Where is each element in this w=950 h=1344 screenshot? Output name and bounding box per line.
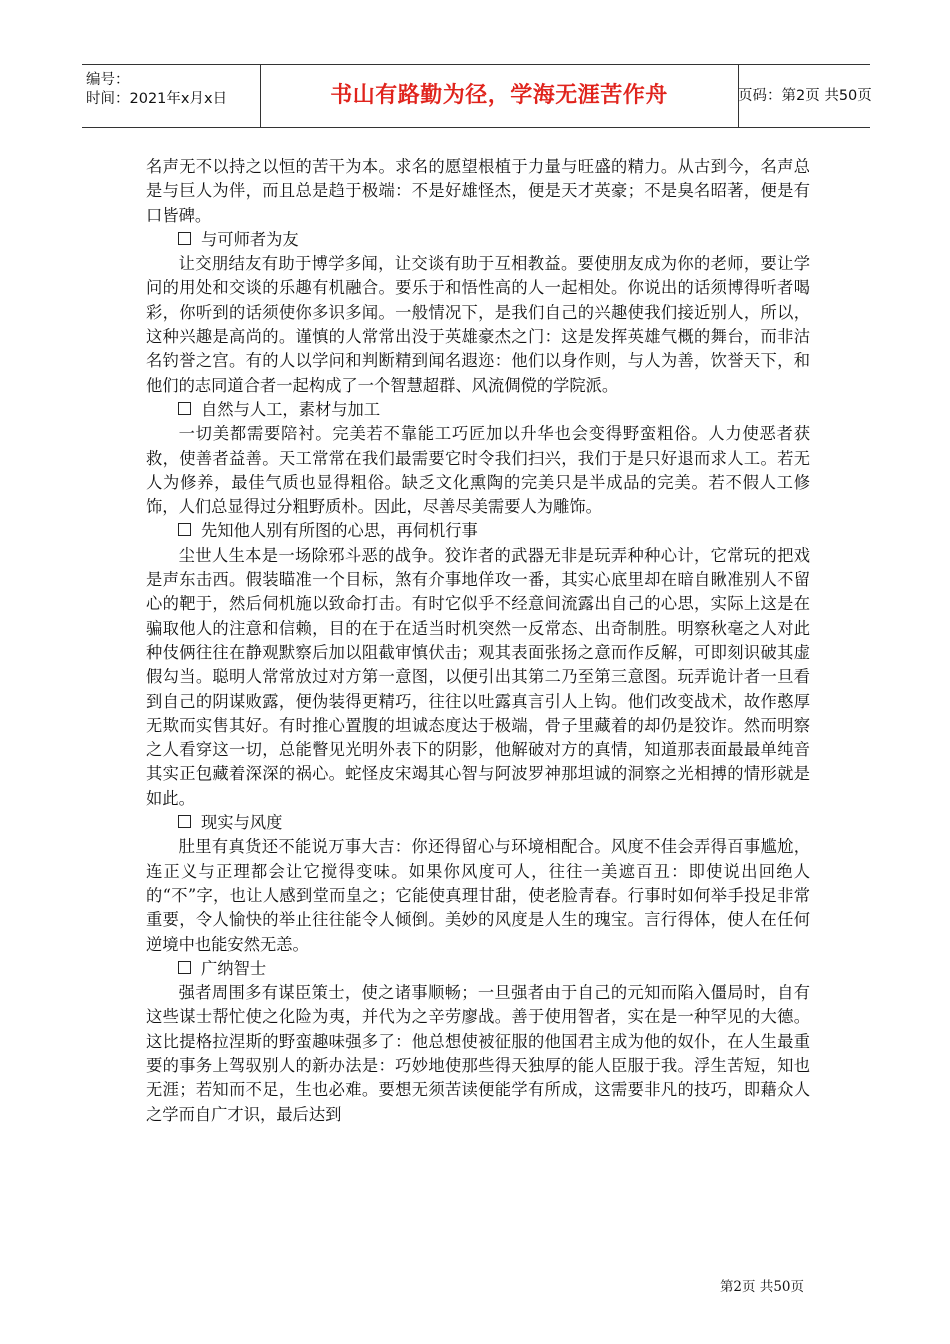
section-heading	[146, 957, 810, 981]
section-heading	[146, 398, 810, 422]
checkbox-square-icon	[178, 232, 191, 245]
body-paragraph: 肚里有真货还不能说万事大吉：你还得留心与环境相配合。风度不佳会弄得百事尴尬，连正义与正理都会让它搅得变味。如果你风度可人，往往一美遮百丑：即使说出回绝人的“不”字，也让人感到堂而皇之；它能使真理甘甜，使老脸青春。行事时如何举手投足非常重要，令人愉快的举止往往能令人倾倒。美妙的风度是人生的瑰宝。言行得体，使人在任何逆境中也能安然无恙。	[146, 837, 810, 954]
checkbox-square-icon	[178, 961, 191, 974]
section-heading-text: 先知他人别有所图的心思，再伺机行事	[201, 521, 478, 541]
body-paragraph: 一切美都需要陪衬。完美若不靠能工巧匠加以升华也会变得野蛮粗俗。人力使恶者获救，使善者益善。天工常常在我们最需要它时令我们扫兴，我们于是只好退而求人工。若无人为修养，最佳气质也显得粗俗。缺乏文化熏陶的完美只是半成品的完美。若不假人工修饰，人们总显得过分粗野质朴。因此，尽善尽美需要人为雕饰。	[146, 424, 810, 517]
checkbox-square-icon	[178, 523, 191, 536]
section-heading-text: 广纳智士	[201, 958, 267, 978]
header-motto: 书山有路勤为径，学海无涯苦作舟	[260, 65, 739, 127]
section-heading-text: 自然与人工，素材与加工	[201, 399, 381, 419]
body-paragraph: 尘世人生本是一场除邪斗恶的战争。狡诈者的武器无非是玩弄种种心计，它常玩的把戏是声东击西。假装瞄准一个目标，煞有介事地佯攻一番，其实心底里却在暗自瞅准别人不留心的靶于，然后伺机施以致命打击。有时它似乎不经意间流露出自己的心思，实际上这是在骗取他人的注意和信赖，目的在于在适当时机突然一反常态、出奇制胜。明察秋毫之人对此种伎俩往往在静观默察后加以阻截审慎伏击；观其表面张扬之意而作反解，可即刻识破其虚假勾当。聪明人常常放过对方第一意图，以便引出其第二乃至第三意图。玩弄诡计者一旦看到自己的阴谋败露，便伪装得更精巧，往往以吐露真言引人上钩。他们改变战术，故作憨厚无欺而实售其好。有时推心置腹的坦诚态度达于极端，骨子里藏着的却仍是狡诈。然而明察之人看穿这一切，总能瞥见光明外表下的阴影，他解破对方的真情，知道那表面最最单纯音其实正包藏着深深的祸心。蛇怪皮宋竭其心智与阿波罗神那坦诚的洞察之光相搏的情形就是如此。	[146, 545, 810, 808]
section-heading	[146, 811, 810, 835]
body-paragraph: 让交朋结友有助于博学多闻，让交谈有助于互相教益。要使朋友成为你的老师，要让学问的用处和交谈的乐趣有机融合。要乐于和悟性高的人一起相处。你说出的话须博得听者喝彩，你听到的话须使你多识多闻。一般情况下，是我们自己的兴趣使我们接近别人，所以，这种兴趣是高尚的。谨慎的人常常出没于英雄豪杰之门：这是发挥英雄气概的舞台，而非沽名钓誉之宫。有的人以学问和判断精到闻名遐迩：他们以身作则，与人为善，饮誉天下，和他们的志同道合者一起构成了一个智慧超群、风流倜傥的学院派。	[146, 254, 810, 395]
section-heading	[146, 228, 810, 252]
section-heading-text: 现实与风度	[201, 813, 283, 833]
section-heading	[146, 519, 810, 543]
body-paragraph: 名声无不以持之以恒的苦干为本。求名的愿望根植于力量与旺盛的精力。从古到今，名声总是与巨人为伴，而且总是趋于极端：不是好雄怪杰，便是天才英豪；不是臭名昭著，便是有口皆碑。	[146, 157, 810, 225]
page-header	[82, 64, 870, 128]
footer-page-number: 第2页 共50页	[719, 1279, 804, 1295]
document-date-label: 时间：2021年x月x日	[86, 91, 228, 107]
checkbox-square-icon	[178, 402, 191, 415]
body-paragraph: 强者周围多有谋臣策士，使之诸事顺畅；一旦强者由于自己的元知而陷入僵局时，自有这些谋士帮忙使之化险为夷，并代为之辛劳廖战。善于使用智者，实在是一种罕见的大德。这比提格拉涅斯的野蛮趣味强多了：他总想使被征服的他国君主成为他的奴仆，在人生最重要的事务上驾驭别人的新办法是：巧妙地使那些得天独厚的能人臣服于我。浮生苦短，知也无涯；若知而不足，生也必难。要想无须苦读便能学有所成，这需要非凡的技巧，即藉众人之学而自广才识，最后达到	[146, 983, 810, 1124]
header-page-number: 页码：第2页 共50页	[738, 88, 872, 104]
section-heading-text: 与可师者为友	[201, 229, 299, 249]
header-meta	[82, 65, 261, 127]
checkbox-square-icon	[178, 815, 191, 828]
document-body	[146, 155, 810, 1127]
document-number-label: 编号：	[86, 72, 130, 88]
